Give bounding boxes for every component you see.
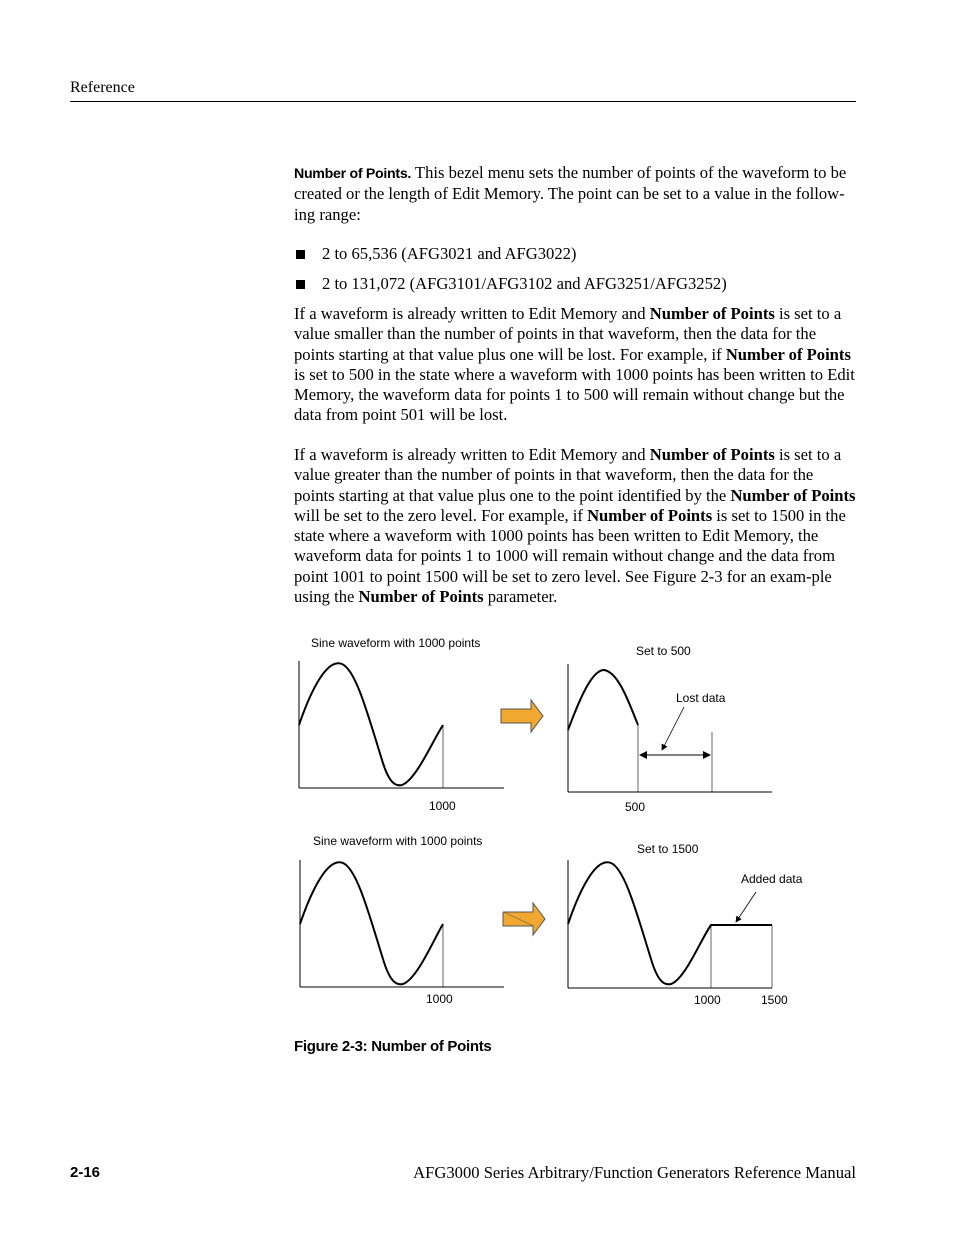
para-text: is set to a value smaller than the number of points in that waveform, then the data for the points starting at that value plus one will be lost. For example, if — [294, 304, 842, 364]
top-left-plot — [299, 661, 504, 788]
page-number: 2-16 — [70, 1164, 101, 1181]
top-right-plot — [568, 664, 772, 792]
bullet-square-icon — [296, 250, 305, 259]
bullet-square-icon — [296, 280, 305, 289]
para-text: will be set to the zero level. For example, if — [294, 505, 588, 525]
added-data-label: Added data — [741, 872, 803, 886]
bottom-right-tick-1500: 1500 — [761, 993, 788, 1007]
figure-caption: Figure 2-3: Number of Points — [294, 1038, 492, 1055]
bottom-right-title: Set to 1500 — [637, 842, 699, 856]
para-text: is set to a value greater than the number of points in that waveform, then the data for the points starting at that value plus one to the point identified by the — [294, 445, 842, 505]
running-header: Reference — [70, 79, 135, 96]
param-name: Number of Points — [725, 344, 851, 364]
header-rule — [70, 101, 856, 102]
para-text: parameter. — [483, 587, 558, 607]
param-name: Number of Points — [587, 505, 713, 525]
intro-text: This bezel menu sets the number of points of the waveform to be created or the length of Edit Memory. The point can be set to a value in the follow-ing range: — [294, 163, 847, 224]
para-text: If a waveform is already written to Edit Memory and — [294, 445, 650, 464]
top-left-title: Sine waveform with 1000 points — [311, 636, 481, 650]
figure-diagram — [290, 630, 820, 1020]
footer-title: AFG3000 Series Arbitrary/Function Generators Reference Manual — [413, 1163, 856, 1182]
intro-paragraph — [294, 163, 856, 225]
para-text: is set to 1500 in the state where a waveform with 1000 points has been written to Edit Memory, the waveform data for points 1 to 1000 will remain without change and the data from point 1001 to point 1500 will be set to zero level. See Figure 2-3 for an exam-ple using the — [294, 505, 846, 607]
bottom-left-title: Sine waveform with 1000 points — [313, 834, 483, 848]
runin-heading: Number of Points. — [294, 166, 412, 182]
para-text: If a waveform is already written to Edit Memory and — [294, 304, 650, 323]
paragraph-greater — [294, 445, 856, 607]
top-right-title: Set to 500 — [636, 644, 691, 658]
param-name: Number of Points — [649, 304, 775, 323]
sine-waveform — [299, 663, 443, 785]
param-name: Number of Points — [730, 485, 856, 505]
para-text: is set to 500 in the state where a waveform with 1000 points has been written to Edit Memory, the waveform data for points 1 to 500 will remain without change but the data from point 501 will be lost. — [294, 364, 855, 425]
bottom-left-plot — [300, 860, 504, 987]
top-right-tick: 500 — [625, 800, 646, 814]
bottom-right-tick-1000: 1000 — [694, 993, 721, 1007]
param-name: Number of Points — [358, 587, 484, 607]
arrow-right-icon — [501, 700, 543, 732]
lost-data-label: Lost data — [676, 691, 726, 705]
param-name: Number of Points — [649, 445, 775, 464]
bullet-text: 2 to 65,536 (AFG3021 and AFG3022) — [322, 244, 577, 263]
figure-number-of-points — [290, 630, 820, 1020]
top-left-tick: 1000 — [429, 799, 456, 813]
paragraph-smaller — [294, 304, 856, 426]
sine-waveform-truncated — [568, 670, 638, 730]
bottom-left-tick: 1000 — [426, 992, 453, 1006]
sine-waveform — [300, 862, 443, 984]
bullet-text: 2 to 131,072 (AFG3101/AFG3102 and AFG3251/AFG3252) — [322, 274, 727, 293]
